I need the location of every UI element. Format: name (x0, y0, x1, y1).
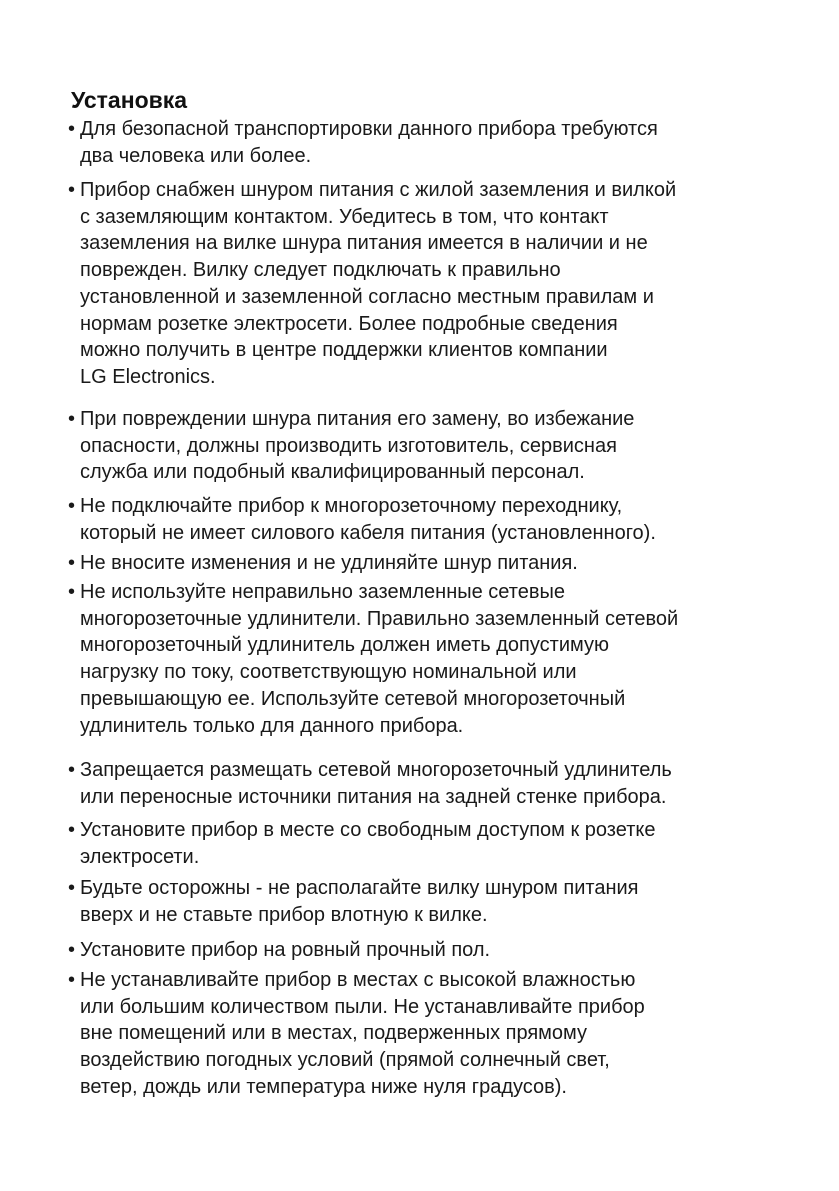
list-item (68, 550, 788, 577)
list-item (68, 406, 788, 486)
list-item (68, 817, 788, 870)
list-item-text: Не подключайте прибор к многорозеточному переходнику, который не имеет силового кабеля питания (установленного). (80, 495, 656, 544)
list-item-text: Не устанавливайте прибор в местах с высокой влажностью или большим количеством пыли. Не устанавливайте прибор вне помещений или в местах, подверженных прямому воздействию погодных условий (прямой солнечный свет, ветер, дождь или температура ниже нуля градусов). (80, 969, 645, 1098)
list-item-text: Не вносите изменения и не удлиняйте шнур питания. (80, 552, 578, 574)
list-item-text: При повреждении шнура питания его замену, во избежание опасности, должны производить изготовитель, сервисная служба или подобный квалифицированный персонал. (80, 408, 635, 484)
bullet-icon: • (68, 408, 76, 430)
list-item (68, 757, 788, 810)
bullet-icon: • (68, 877, 76, 899)
list-item-text: Запрещается размещать сетевой многорозеточный удлинитель или переносные источники питания на задней стенке прибора. (80, 759, 672, 808)
bullet-icon: • (68, 759, 76, 781)
list-item-text: Для безопасной транспортировки данного прибора требуются два человека или более. (80, 118, 658, 167)
section-title: Установка (71, 87, 188, 113)
bullet-icon: • (68, 495, 76, 517)
bullet-icon: • (68, 819, 76, 841)
bullet-icon: • (68, 969, 76, 991)
list-item-text: Не используйте неправильно заземленные сетевые многорозеточные удлинители. Правильно заземленный сетевой многорозеточный удлинитель должен иметь допустимую нагрузку по току, соответствующую номинальной или превышающую ее. Используйте сетевой многорозеточный удлинитель только для данного прибора. (80, 581, 679, 737)
list-item (68, 579, 788, 739)
bullet-icon: • (68, 939, 76, 961)
list-item-text: Установите прибор на ровный прочный пол. (80, 939, 491, 961)
list-item (68, 967, 788, 1101)
list-item-text: Прибор снабжен шнуром питания с жилой заземления и вилкой с заземляющим контактом. Убедитесь в том, что контакт заземления на вилке шнура питания имеется в наличии и не поврежден. Вилку следует подключать к правильно установленной и заземленной согласно местным правилам и нормам розетке электросети. Более подробные сведения можно получить в центре поддержки клиентов компании LG Electronics. (80, 179, 677, 388)
list-item (68, 116, 788, 169)
list-item (68, 493, 788, 546)
bullet-icon: • (68, 179, 76, 201)
list-item-text: Установите прибор в месте со свободным доступом к розетке электросети. (80, 819, 656, 868)
list-item (68, 937, 788, 964)
list-item (68, 177, 788, 391)
list-item-text: Будьте осторожны - не располагайте вилку шнуром питания вверх и не ставьте прибор влотную к вилке. (80, 877, 639, 926)
list-item (68, 875, 788, 928)
bullet-icon: • (68, 118, 76, 140)
bullet-icon: • (68, 581, 76, 603)
bullet-icon: • (68, 552, 76, 574)
